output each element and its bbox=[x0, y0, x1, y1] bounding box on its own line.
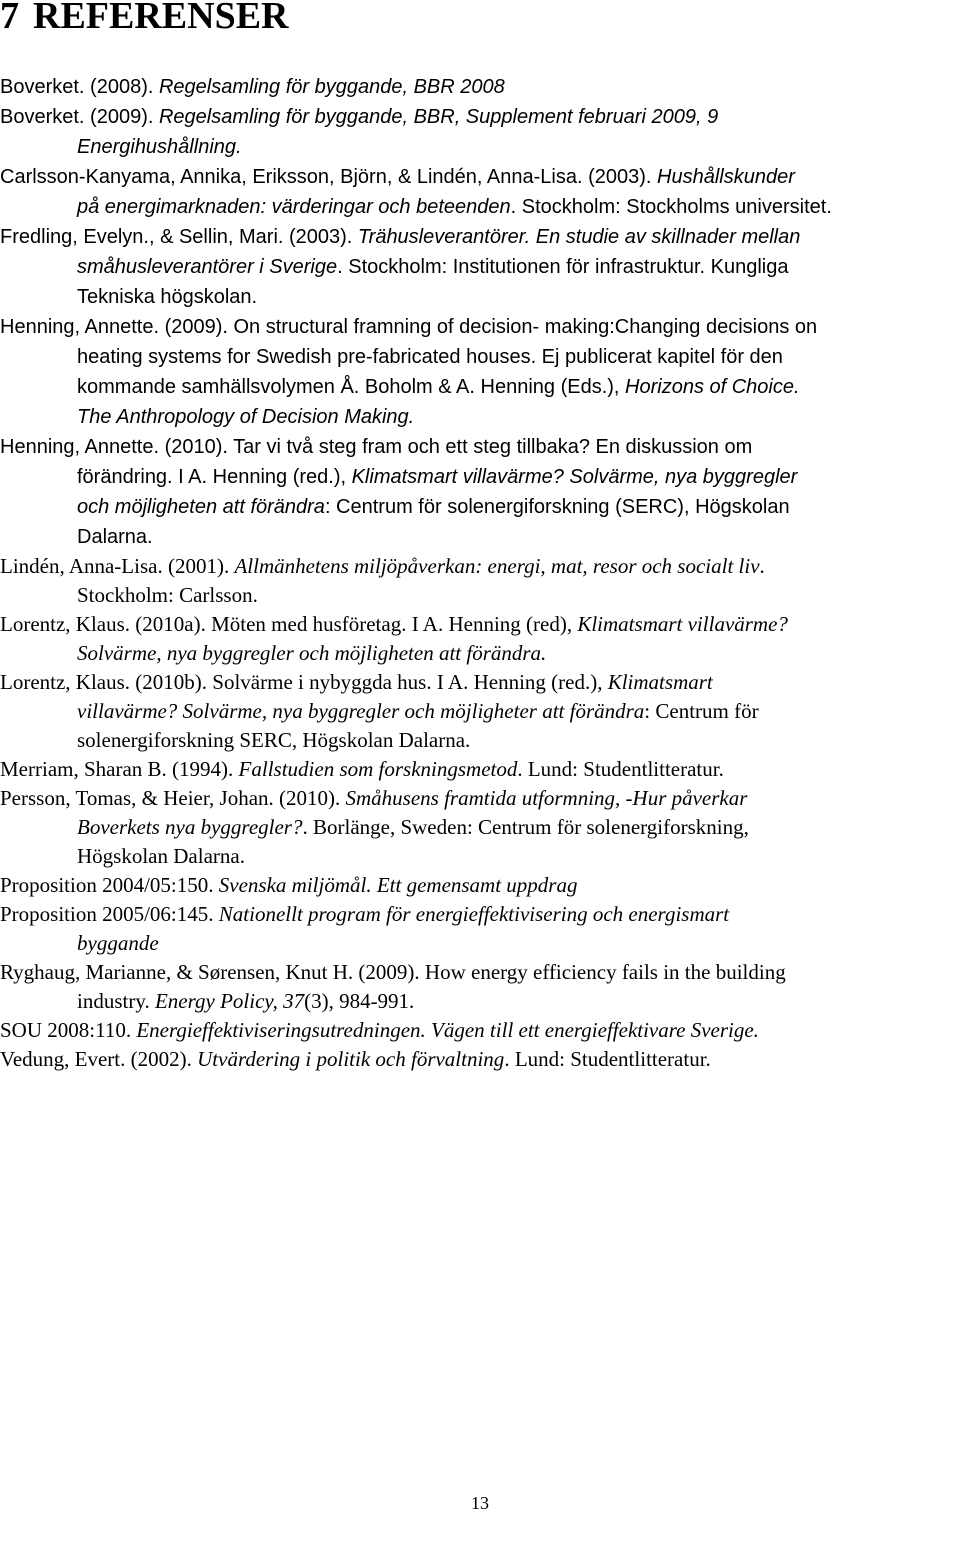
reference-text: industry. bbox=[77, 989, 155, 1013]
reference-text: heating systems for Swedish pre-fabricated houses. Ej publicerat kapitel för den bbox=[77, 346, 783, 368]
reference-text: : Centrum för solenergiforskning (SERC), Högskolan bbox=[324, 496, 790, 518]
reference-italic-text: Hushållskunder bbox=[657, 166, 795, 188]
reference-entry bbox=[0, 755, 960, 784]
reference-text: Högskolan Dalarna. bbox=[77, 844, 245, 868]
reference-italic-text: Klimatsmart villavärme? Solvärme, nya byggregler bbox=[351, 466, 798, 488]
reference-text: Proposition 2004/05:150. bbox=[0, 873, 219, 897]
reference-entry bbox=[0, 72, 960, 102]
reference-italic-text: Solvärme, nya byggregler och möjligheten att förändra. bbox=[77, 641, 547, 665]
reference-text: Merriam, Sharan B. (1994). bbox=[0, 757, 239, 781]
reference-entry bbox=[0, 552, 960, 610]
reference-italic-text: Fallstudien som forskningsmetod bbox=[238, 757, 518, 781]
reference-text: solenergiforskning SERC, Högskolan Dalarna. bbox=[77, 728, 471, 752]
reference-text: Persson, Tomas, & Heier, Johan. (2010). bbox=[0, 786, 346, 810]
reference-text: : Centrum för bbox=[644, 699, 759, 723]
reference-italic-text: på energimarknaden: värderingar och beteenden bbox=[77, 196, 511, 218]
reference-italic-text: Småhusens framtida utformning, -Hur påverkar bbox=[345, 786, 748, 810]
reference-text: Dalarna. bbox=[77, 526, 153, 548]
reference-entry bbox=[0, 432, 960, 552]
reference-text: . Borlänge, Sweden: Centrum för solenergiforskning, bbox=[302, 815, 749, 839]
reference-text: Carlsson-Kanyama, Annika, Eriksson, Björn, & Lindén, Anna-Lisa. (2003). bbox=[0, 166, 658, 188]
reference-italic-text: Klimatsmart villavärme? bbox=[577, 612, 788, 636]
reference-entry bbox=[0, 162, 960, 222]
reference-italic-text: Allmänhetens miljöpåverkan: energi, mat, resor och socialt liv bbox=[234, 554, 760, 578]
reference-entry bbox=[0, 222, 960, 312]
reference-text: . Stockholm: Stockholms universitet. bbox=[510, 196, 832, 218]
reference-text: . Lund: Studentlitteratur. bbox=[504, 1047, 711, 1071]
reference-entry bbox=[0, 668, 960, 755]
reference-text: förändring. I A. Henning (red.), bbox=[77, 466, 352, 488]
reference-italic-text: Energihushållning. bbox=[77, 136, 242, 158]
reference-text: Boverket. (2008). bbox=[0, 76, 159, 98]
reference-italic-text: Trähusleverantörer. En studie av skillnader mellan bbox=[357, 226, 801, 248]
reference-text: (3), 984-991. bbox=[304, 989, 415, 1013]
reference-italic-text: Svenska miljömål. Ett gemensamt uppdrag bbox=[218, 873, 578, 897]
reference-italic-text: The Anthropology of Decision Making. bbox=[77, 406, 415, 428]
reference-list bbox=[0, 72, 960, 1074]
reference-text: Boverket. (2009). bbox=[0, 106, 159, 128]
reference-text: . Stockholm: Institutionen för infrastruktur. Kungliga bbox=[337, 256, 789, 278]
reference-entry bbox=[0, 102, 960, 162]
reference-text: Proposition 2005/06:145. bbox=[0, 902, 219, 926]
reference-italic-text: Energy Policy, 37 bbox=[154, 989, 305, 1013]
reference-italic-text: Klimatsmart bbox=[607, 670, 713, 694]
reference-text: Stockholm: Carlsson. bbox=[77, 583, 258, 607]
reference-text: kommande samhällsvolymen Å. Boholm & A. Henning (Eds.), bbox=[77, 376, 626, 398]
reference-text: Fredling, Evelyn., & Sellin, Mari. (2003). bbox=[0, 226, 358, 248]
reference-text: Lorentz, Klaus. (2010a). Möten med husföretag. I A. Henning (red), bbox=[0, 612, 578, 636]
section-heading bbox=[0, 0, 289, 38]
reference-text: Ryghaug, Marianne, & Sørensen, Knut H. (2009). How energy efficiency fails in the building bbox=[0, 960, 786, 984]
reference-text: Henning, Annette. (2010). Tar vi två steg fram och ett steg tillbaka? En diskussion om bbox=[0, 436, 753, 458]
reference-italic-text: Regelsamling för byggande, BBR 2008 bbox=[158, 76, 505, 98]
reference-entry bbox=[0, 1016, 960, 1045]
reference-italic-text: Boverkets nya byggregler? bbox=[77, 815, 303, 839]
reference-italic-text: Energieffektiviseringsutredningen. Vägen till ett energieffektivare Sverige. bbox=[136, 1018, 759, 1042]
reference-italic-text: småhusleverantörer i Sverige bbox=[77, 256, 338, 278]
reference-italic-text: Nationellt program för energieffektivisering och energismart bbox=[218, 902, 730, 926]
reference-entry bbox=[0, 312, 960, 432]
section-number: 7 bbox=[0, 0, 19, 37]
reference-entry bbox=[0, 871, 960, 900]
reference-text: SOU 2008:110. bbox=[0, 1018, 137, 1042]
reference-text: Lorentz, Klaus. (2010b). Solvärme i nybyggda hus. I A. Henning (red.), bbox=[0, 670, 608, 694]
reference-text: Vedung, Evert. (2002). bbox=[0, 1047, 198, 1071]
reference-text: . bbox=[759, 554, 765, 578]
reference-italic-text: Utvärdering i politik och förvaltning bbox=[197, 1047, 505, 1071]
reference-text: Tekniska högskolan. bbox=[77, 286, 258, 308]
reference-italic-text: och möjligheten att förändra bbox=[77, 496, 325, 518]
page-number: 13 bbox=[471, 1493, 489, 1513]
reference-entry bbox=[0, 900, 960, 958]
section-title: REFERENSER bbox=[33, 0, 289, 37]
reference-entry bbox=[0, 784, 960, 871]
reference-text: Lindén, Anna-Lisa. (2001). bbox=[0, 554, 235, 578]
reference-entry bbox=[0, 1045, 960, 1074]
reference-text: Henning, Annette. (2009). On structural framning of decision- making:Changing decisions on bbox=[0, 316, 818, 338]
reference-entry bbox=[0, 610, 960, 668]
reference-text: . Lund: Studentlitteratur. bbox=[517, 757, 724, 781]
reference-entry bbox=[0, 958, 960, 1016]
reference-italic-text: Regelsamling för byggande, BBR, Supplement februari 2009, 9 bbox=[158, 106, 719, 128]
reference-italic-text: Horizons of Choice. bbox=[625, 376, 800, 398]
reference-italic-text: villavärme? Solvärme, nya byggregler och möjligheter att förändra bbox=[77, 699, 645, 723]
reference-italic-text: byggande bbox=[77, 931, 159, 955]
